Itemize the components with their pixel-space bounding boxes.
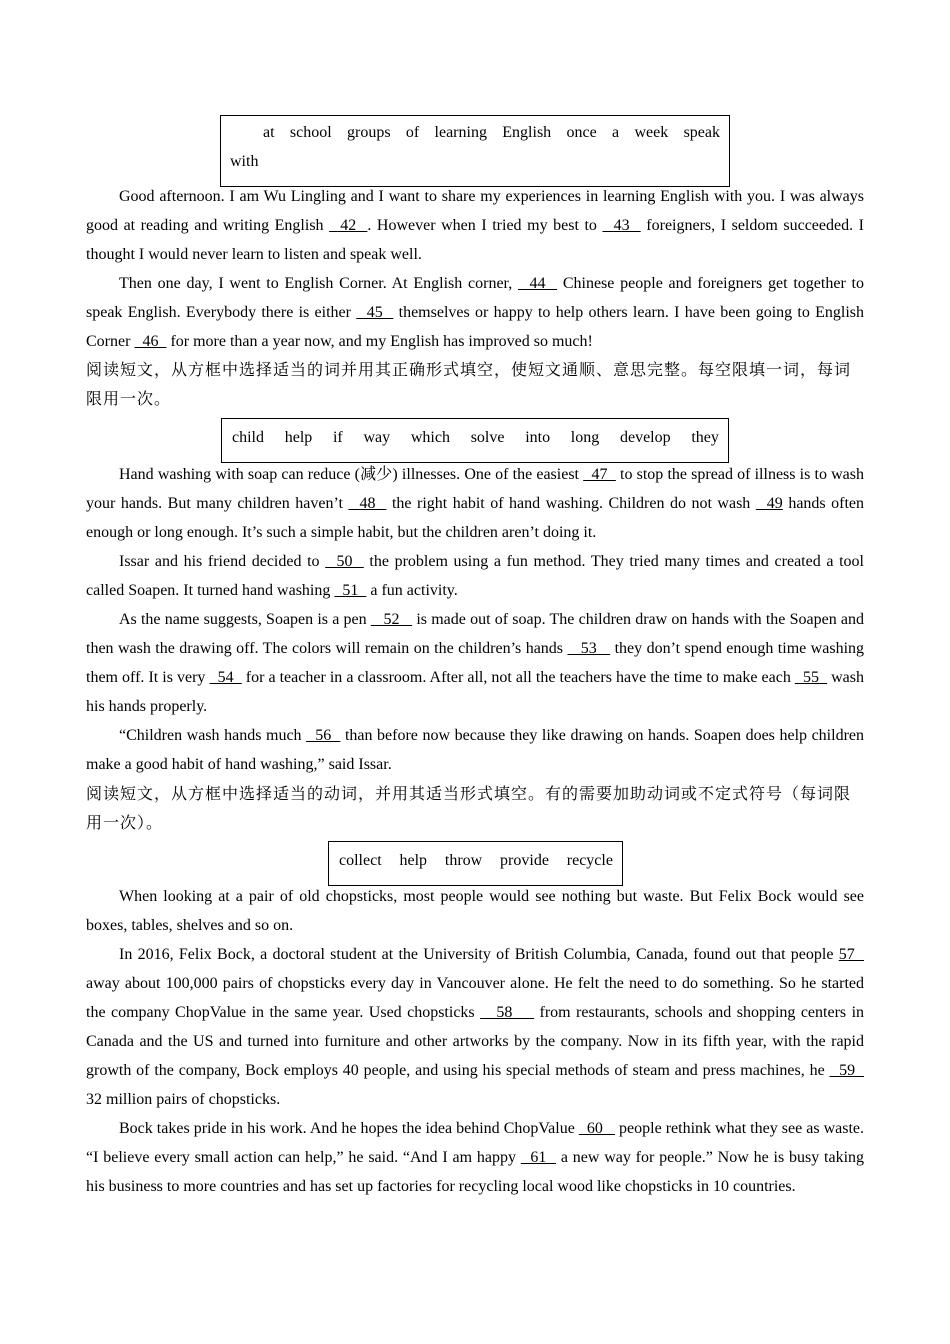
blank-46[interactable]: 46 bbox=[134, 333, 167, 350]
word-box-word: week bbox=[634, 124, 669, 141]
blank-53[interactable]: 53 bbox=[567, 640, 611, 657]
text-run: the right habit of hand washing. Children do not wash bbox=[386, 495, 756, 512]
text-run: When looking at a pair of old chopsticks, most people would see nothing but waste. But Felix Bock would see boxes, tables, shelves and so on. bbox=[86, 888, 864, 934]
passage-paragraph bbox=[86, 547, 864, 605]
word-box-word: way bbox=[363, 429, 391, 446]
blank-61[interactable]: 61 bbox=[520, 1149, 557, 1166]
text-run: Issar and his friend decided to bbox=[119, 553, 326, 570]
instruction-1: 阅读短文，从方框中选择适当的词并用其正确形式填空，使短文通顺、意思完整。每空限填一词，每词限用一次。 bbox=[86, 362, 852, 408]
text-run: Good afternoon. I am Wu Lingling and I want to share my experiences in learning English with you. I was always good at reading and writing English bbox=[86, 188, 864, 234]
word-box-2 bbox=[221, 418, 729, 463]
text-run: a new way for people.” Now he is busy taking his business to more countries and has set up factories for recycling local wood like chopsticks in 10 countries. bbox=[86, 1149, 865, 1195]
text-run: “Children wash hands much bbox=[119, 727, 307, 744]
text-run: As the name suggests, Soapen is a pen bbox=[119, 611, 371, 628]
word-box-word: help bbox=[284, 429, 313, 446]
text-run: Hand washing with soap can reduce (减少) illnesses. One of the easiest bbox=[119, 466, 584, 483]
text-run: 32 million pairs of chopsticks. bbox=[86, 1091, 281, 1108]
word-box-word: develop bbox=[619, 429, 671, 446]
passage-paragraph bbox=[86, 1114, 864, 1201]
text-run: foreigners, I seldom succeeded. I thought I would never learn to listen and speak well. bbox=[86, 217, 864, 263]
passage-paragraph bbox=[86, 721, 864, 779]
blank-58[interactable]: 58 bbox=[480, 1004, 535, 1021]
text-run: for more than a year now, and my English has improved so much! bbox=[166, 333, 593, 350]
blank-56[interactable]: 56 bbox=[306, 727, 341, 744]
text-run: for a teacher in a classroom. After all, not all the teachers have the time to make each bbox=[241, 669, 795, 686]
word-box-word: with bbox=[230, 153, 259, 170]
word-box-1 bbox=[220, 115, 730, 187]
passage-paragraph bbox=[86, 605, 864, 721]
word-box-word: solve bbox=[470, 429, 505, 446]
blank-52[interactable]: 52 bbox=[370, 611, 413, 628]
word-box-word: a bbox=[612, 124, 620, 141]
word-box-word: child bbox=[232, 429, 264, 446]
word-box-word: English bbox=[502, 124, 552, 141]
text-run: to stop the spread of illness is to wash your hands. But many children haven’t bbox=[86, 466, 864, 512]
word-box-word: throw bbox=[444, 852, 483, 869]
word-box-word: learning bbox=[434, 124, 487, 141]
passage-1 bbox=[86, 182, 864, 356]
text-run: the problem using a fun method. They tried many times and created a tool called Soapen. It turned hand washing bbox=[86, 553, 864, 599]
text-run: . However when I tried my best to bbox=[367, 217, 603, 234]
word-box-word: if bbox=[332, 429, 343, 446]
instruction-2: 阅读短文，从方框中选择适当的动词，并用其适当形式填空。有的需要加助动词或不定式符号（每词限用一次）。 bbox=[86, 786, 852, 832]
text-run: Bock takes pride in his work. And he hopes the idea behind ChopValue bbox=[119, 1120, 579, 1137]
word-box-word: into bbox=[525, 429, 551, 446]
passage-paragraph bbox=[86, 182, 864, 269]
text-run: than before now because they like drawing on hands. Soapen does help children make a good habit of hand washing,” said Issar. bbox=[86, 727, 864, 773]
passage-paragraph bbox=[86, 882, 864, 940]
text-run: hands often enough or long enough. It’s such a simple habit, but the children aren’t doing it. bbox=[86, 495, 865, 541]
passage-2 bbox=[86, 460, 864, 779]
blank-50[interactable]: 50 bbox=[325, 553, 364, 570]
text-run: they don’t spend enough time washing them off. It is very bbox=[86, 640, 865, 686]
blank-42[interactable]: 42 bbox=[329, 217, 368, 234]
word-box-word: which bbox=[410, 429, 450, 446]
text-run: Chinese people and foreigners get together to speak English. Everybody there is either bbox=[86, 275, 864, 321]
word-box-word: once bbox=[566, 124, 597, 141]
word-box-word: help bbox=[399, 852, 428, 869]
word-box-word: school bbox=[289, 124, 332, 141]
word-box-3 bbox=[328, 841, 623, 886]
blank-44[interactable]: 44 bbox=[518, 275, 558, 292]
word-box-word: groups bbox=[346, 124, 391, 141]
blank-60[interactable]: 60 bbox=[578, 1120, 615, 1137]
word-box-3-row bbox=[329, 842, 622, 880]
passage-paragraph bbox=[86, 460, 864, 547]
blank-54[interactable]: 54 bbox=[209, 669, 242, 686]
word-box-word: collect bbox=[339, 852, 382, 869]
text-run: wash his hands properly. bbox=[86, 669, 865, 715]
blank-49[interactable]: 49 bbox=[755, 495, 783, 512]
word-box-2-row bbox=[222, 419, 728, 457]
text-run: themselves or happy to help others learn. I have been going to English Corner bbox=[86, 304, 865, 350]
word-box-word: speak bbox=[683, 124, 720, 141]
blank-57[interactable]: 57 bbox=[838, 946, 865, 963]
blank-51[interactable]: 51 bbox=[334, 582, 367, 599]
blank-45[interactable]: 45 bbox=[356, 304, 394, 321]
blank-59[interactable]: 59 bbox=[829, 1062, 864, 1079]
text-run: In 2016, Felix Bock, a doctoral student at the University of British Columbia, Canada, found out that people bbox=[119, 946, 839, 963]
passage-3 bbox=[86, 882, 864, 1201]
text-run: away about 100,000 pairs of chopsticks every day in Vancouver alone. He felt the need to do something. So he started the company ChopValue in the same year. Used chopsticks bbox=[86, 975, 864, 1021]
text-run: is made out of soap. The children draw on hands with the Soapen and then wash the drawing off. The colors will remain on the children’s hands bbox=[86, 611, 865, 657]
word-box-word: of bbox=[405, 124, 420, 141]
word-box-word: recycle bbox=[566, 852, 613, 869]
blank-55[interactable]: 55 bbox=[794, 669, 828, 686]
word-box-1-row bbox=[230, 120, 720, 146]
blank-47[interactable]: 47 bbox=[583, 466, 616, 483]
passage-paragraph bbox=[86, 269, 864, 356]
word-box-word: they bbox=[691, 429, 719, 446]
word-box-word: provide bbox=[500, 852, 549, 869]
word-box-word: at bbox=[263, 124, 275, 141]
text-run: Then one day, I went to English Corner. At English corner, bbox=[119, 275, 518, 292]
text-run: people rethink what they see as waste. “I believe every small action can help,” he said. “And I am happy bbox=[86, 1120, 865, 1166]
blank-43[interactable]: 43 bbox=[602, 217, 641, 234]
passage-paragraph bbox=[86, 940, 864, 1114]
blank-48[interactable]: 48 bbox=[348, 495, 387, 512]
text-run: a fun activity. bbox=[366, 582, 458, 599]
word-box-word: long bbox=[570, 429, 600, 446]
text-run: from restaurants, schools and shopping centers in Canada and the US and turned into furniture and other artworks by the company. Now in its fifth year, with the rapid growth of the company, Bock employs 40 people, and using his special methods of steam and press machines, he bbox=[86, 1004, 865, 1079]
